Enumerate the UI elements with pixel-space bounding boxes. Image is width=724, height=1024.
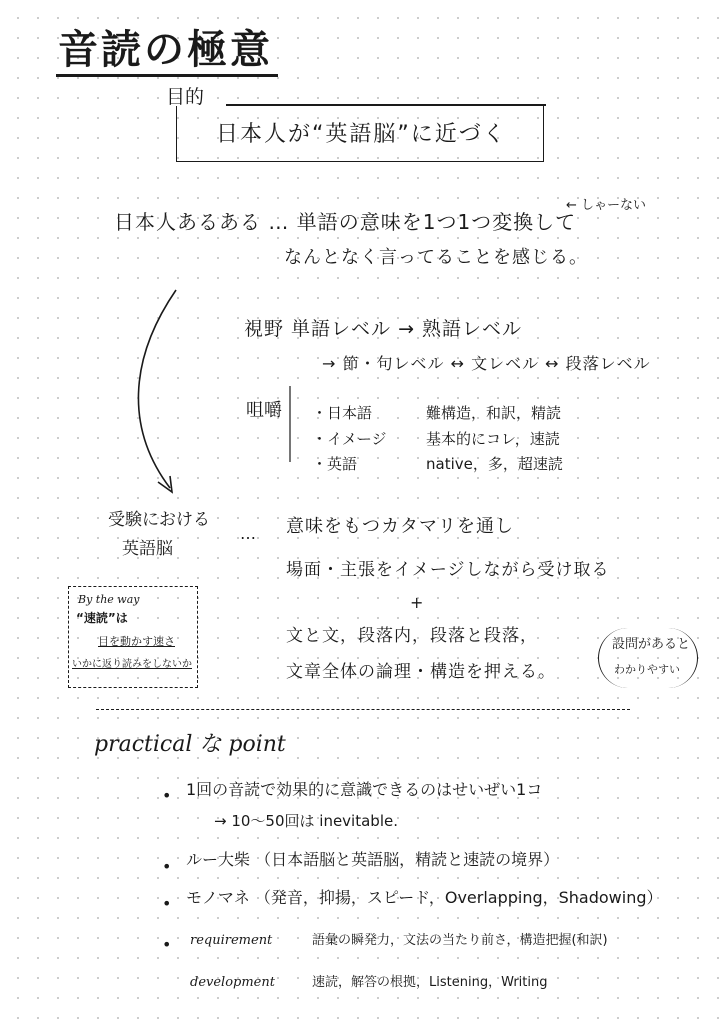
exam-line-3: 文と文，段落内，段落と段落，	[286, 626, 538, 646]
bullet-icon: •	[162, 935, 172, 954]
bullet-icon: •	[162, 857, 172, 876]
point-1: 1回の音読で効果的に意識できるのはせいぜい1コ	[186, 780, 543, 799]
exam-line-2: 場面・主張をイメージしながら受け取る	[286, 560, 610, 580]
chew-desc: native，多，超速読	[426, 455, 563, 473]
practical-title: practical な point	[94, 732, 286, 757]
chew-desc: 基本的にコレ，速読	[426, 430, 560, 448]
point-5-ja: 速読，解答の根拠，Listening，Writing	[312, 975, 548, 990]
paren-note-line-1: 設問があると	[612, 637, 691, 652]
point-3: モノマネ （発音，抑揚，スピード，Overlapping，Shadowing）	[186, 888, 663, 907]
title-underline	[56, 74, 278, 77]
point-1-sub: → 10～50回は inevitable.	[214, 812, 398, 830]
plus-sign: +	[410, 593, 424, 612]
point-2: ルー大柴 （日本語脳と英語脳，精読と速読の境界）	[186, 850, 560, 869]
exam-line-4: 文章全体の論理・構造を押える。	[286, 662, 556, 682]
chew-label: 咀嚼	[246, 400, 282, 421]
view-line-2: → 節・句レベル ↔ 文レベル ↔ 段落レベル	[322, 354, 651, 373]
common-line-1: 日本人あるある … 単語の意味を1つ1つ変換して	[114, 210, 577, 234]
exam-dots: …	[240, 524, 258, 543]
purpose-goal: 日本人が“英語脳”に近づく	[216, 122, 507, 147]
purpose-label: 目的	[166, 86, 205, 108]
bullet-icon: •	[162, 786, 172, 805]
point-4-en: requirement	[190, 933, 273, 948]
bullet-icon: •	[162, 894, 172, 913]
chew-lang: ・英語	[312, 455, 358, 473]
by-the-way-line-3: 目を動かす速さ	[98, 635, 175, 648]
common-line-2: なんとなく言ってることを感じる。	[284, 247, 588, 268]
chew-lang: ・イメージ	[312, 430, 387, 448]
by-the-way-line-4: いかに返り読みをしないか	[72, 659, 192, 670]
section-divider	[96, 709, 630, 710]
point-4-ja: 語彙の瞬発力，文法の当たり前さ，構造把握(和訳)	[312, 933, 608, 948]
exam-label-2: 英語脳	[122, 539, 173, 559]
by-the-way-line-1: By the way	[78, 593, 140, 606]
page-title: 音読の極意	[58, 27, 273, 73]
exam-label-1: 受験における	[108, 510, 210, 530]
view-line-1: 視野 単語レベル → 熟語レベル	[244, 318, 523, 340]
chew-lang: ・日本語	[312, 404, 373, 422]
exam-line-1: 意味をもつカタマリを通し	[286, 516, 514, 537]
side-note: ← しゃーない	[566, 198, 647, 213]
by-the-way-line-2: “速読”は	[76, 611, 128, 625]
chew-desc: 難構造，和訳，精読	[426, 404, 562, 422]
paren-note-line-2: わかりやすい	[614, 663, 680, 676]
point-5-en: development	[190, 975, 275, 990]
